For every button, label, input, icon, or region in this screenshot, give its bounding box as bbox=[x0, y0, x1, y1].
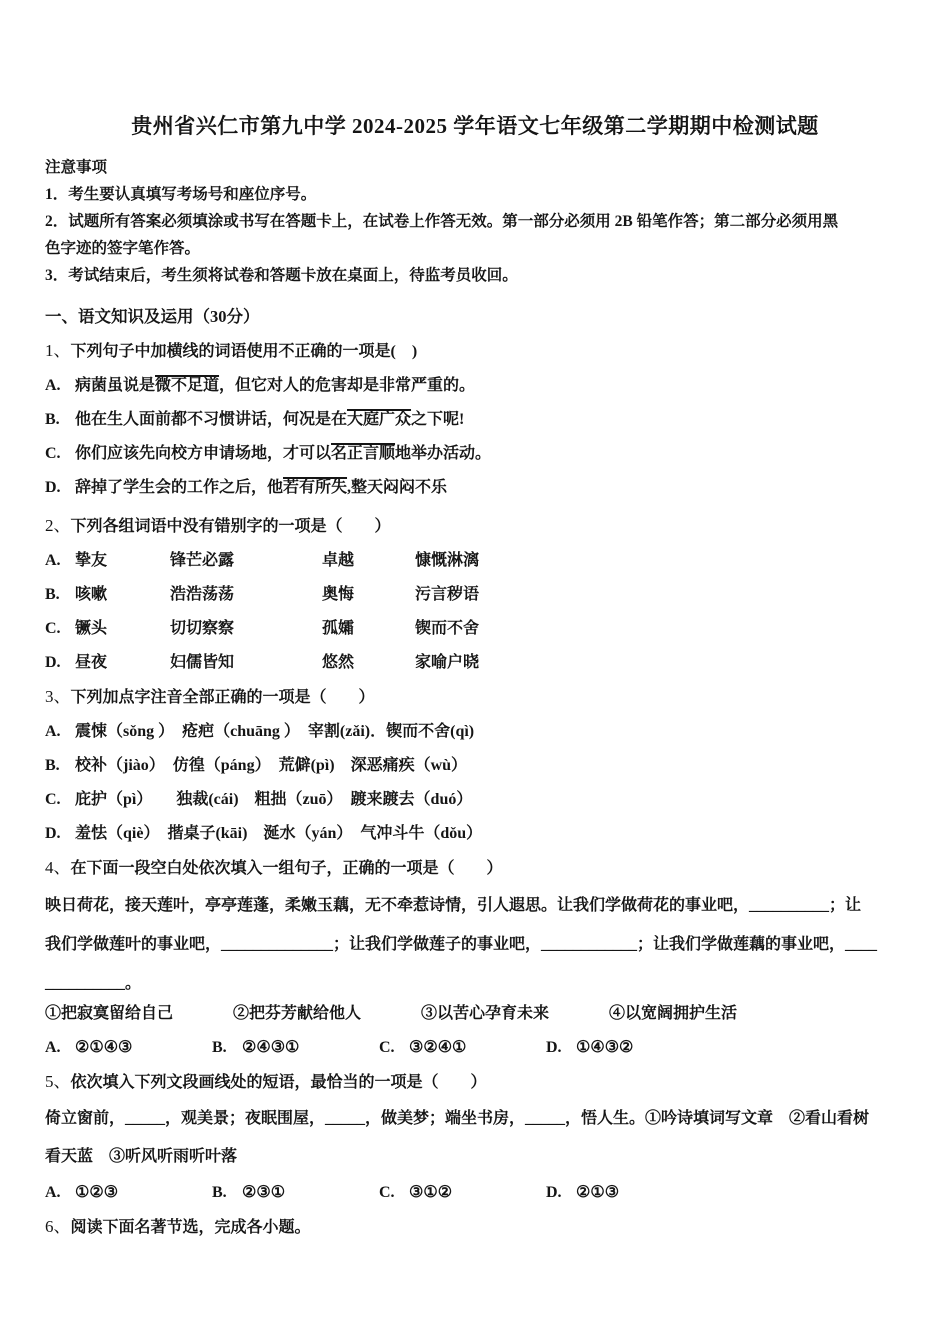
notice-line-3: 3．考试结束后，考生须将试卷和答题卡放在桌面上，待监考员收回。 bbox=[45, 267, 518, 284]
question-4-number: 4、 bbox=[45, 858, 71, 877]
question-4-choice-d: D. ①④③② bbox=[546, 1039, 634, 1056]
notice-section bbox=[45, 154, 905, 289]
question-1-option-d: D. 辞掉了学生会的工作之后，他若有所失,整天闷闷不乐 bbox=[45, 479, 448, 496]
question-3-option-c: C. 庇护（pì） 独裁(cái) 粗拙（zuō） 踱来踱去（duó） bbox=[45, 791, 473, 808]
question-5-choice-a: A. ①②③ bbox=[45, 1184, 119, 1201]
question-4-passage-line-1: 映日荷花，接天莲叶，亭亭莲蓬，柔嫩玉藕，无不牵惹诗情，引人遐思。让我们学做荷花的事业吧，__________；让 bbox=[45, 897, 862, 914]
notice-line-2: 2．试题所有答案必须填涂或书写在答题卡上，在试卷上作答无效。第一部分必须用 2B 铅笔作答；第二部分必须用黑 bbox=[45, 213, 839, 230]
question-5-choice-d: D. ②①③ bbox=[546, 1184, 620, 1201]
question-2-number: 2、 bbox=[45, 516, 71, 535]
fill-item-1: ①把寂寞留给自己 bbox=[45, 1005, 174, 1022]
fill-item-2: ②把芬芳献给他人 bbox=[233, 1005, 362, 1022]
question-5 bbox=[45, 1065, 905, 1210]
question-3-number: 3、 bbox=[45, 687, 71, 706]
question-3-option-a: A. 震悚（sǒng ） 疮疤（chuāng ） 宰割(zǎi)．锲而不舍(qì) bbox=[45, 723, 475, 740]
question-1-number: 1、 bbox=[45, 341, 71, 360]
question-1 bbox=[45, 334, 905, 505]
question-4-choices bbox=[45, 1031, 905, 1065]
question-3-option-d: D. 羞怯（qiè） 揩桌子(kāi) 涎水（yán） 气冲斗牛（dǒu） bbox=[45, 825, 483, 842]
question-4-passage-line-3: __________。 bbox=[45, 975, 142, 992]
question-1-option-a: A. 病菌虽说是微不足道，但它对人的危害却是非常严重的。 bbox=[45, 377, 476, 394]
question-5-choice-b: B. ②③① bbox=[212, 1184, 286, 1201]
question-2-option-c: C. 镢头 切切察察 孤孀 锲而不舍 bbox=[45, 620, 480, 637]
question-5-number: 5、 bbox=[45, 1072, 71, 1091]
question-1-stem: 1、下列句子中加横线的词语使用不正确的一项是( ) bbox=[45, 341, 418, 360]
question-1-option-b: B. 他在生人面前都不习惯讲话，何况是在大庭广众之下呢! bbox=[45, 411, 465, 428]
question-3 bbox=[45, 680, 905, 851]
question-3-option-b: B. 校补（jiào） 仿徨（páng） 荒僻(pì) 深恶痛疾（wù） bbox=[45, 757, 468, 774]
question-4-stem: 4、在下面一段空白处依次填入一组句子，正确的一项是（ ） bbox=[45, 858, 503, 877]
question-6 bbox=[45, 1210, 905, 1245]
question-5-choice-c: C. ③①② bbox=[379, 1184, 453, 1201]
notice-heading: 注意事项 bbox=[45, 159, 108, 176]
question-4-choice-c: C. ③②④① bbox=[379, 1039, 467, 1056]
question-4-choice-b: B. ②④③① bbox=[212, 1039, 300, 1056]
question-2 bbox=[45, 509, 905, 680]
notice-line-1: 1．考生要认真填写考场号和座位序号。 bbox=[45, 186, 317, 203]
question-2-option-b: B. 咳嗽 浩浩荡荡 奥悔 污言秽语 bbox=[45, 586, 480, 603]
question-4-fill-items bbox=[45, 997, 905, 1031]
question-2-stem: 2、下列各组词语中没有错别字的一项是（ ） bbox=[45, 516, 391, 535]
question-2-option-a: A. 挚友 锋芒必露 卓越 慷慨淋漓 bbox=[45, 552, 480, 569]
question-5-choices bbox=[45, 1176, 905, 1210]
question-5-passage-line-2: 看天蓝 ③听风听雨听叶落 bbox=[45, 1148, 238, 1165]
question-6-number: 6、 bbox=[45, 1217, 71, 1236]
section-1-heading: 一、语文知识及运用（30分） bbox=[45, 307, 260, 326]
question-4 bbox=[45, 851, 905, 1065]
question-6-stem: 6、阅读下面名著节选，完成各小题。 bbox=[45, 1217, 311, 1236]
fill-item-4: ④以宽阔拥护生活 bbox=[609, 1005, 738, 1022]
question-4-choice-a: A. ②①④③ bbox=[45, 1039, 133, 1056]
fill-item-3: ③以苦心孕育未来 bbox=[421, 1005, 550, 1022]
question-1-option-c: C. 你们应该先向校方申请场地，才可以名正言顺地举办活动。 bbox=[45, 445, 492, 462]
exam-title: 贵州省兴仁市第九中学 2024-2025 学年语文七年级第二学期期中检测试题 bbox=[131, 114, 819, 138]
exam-content bbox=[0, 154, 950, 1245]
question-3-stem: 3、下列加点字注音全部正确的一项是（ ） bbox=[45, 687, 375, 706]
question-5-stem: 5、依次填入下列文段画线处的短语，最恰当的一项是（ ） bbox=[45, 1072, 487, 1091]
question-4-passage-line-2: 我们学做莲叶的事业吧，______________；让我们学做莲子的事业吧，____________；让我们学做莲藕的事业吧，____ bbox=[45, 936, 878, 953]
notice-line-2b: 色字迹的签字笔作答。 bbox=[45, 240, 201, 257]
question-2-option-d: D. 昼夜 妇儒皆知 悠然 家喻户晓 bbox=[45, 654, 480, 671]
question-5-passage-line-1: 倚立窗前，_____，观美景；夜眠围屋，_____，做美梦；端坐书房，_____，悟人生。①吟诗填词写文章 ②看山看树 bbox=[45, 1110, 870, 1127]
